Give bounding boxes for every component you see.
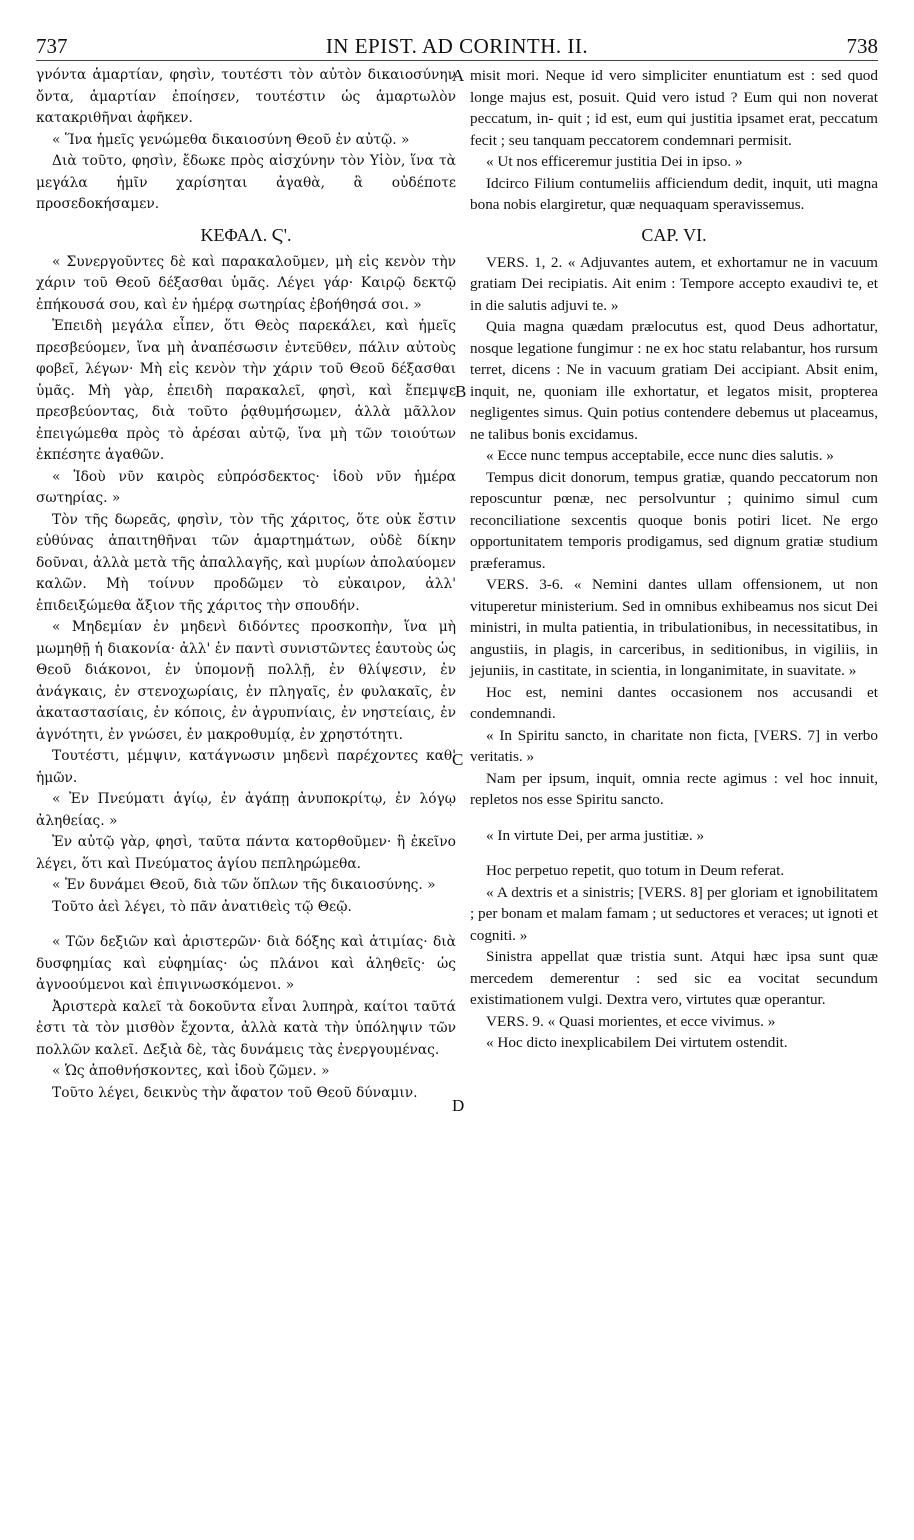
latin-paragraph: VERS. 9. « Quasi morientes, et ecce vivimus. » [486, 1012, 776, 1030]
latin-paragraph: Sinistra appellat quæ tristia sunt. Atqui hæc ipsa sunt quæ mercedem demerentur : sed sic ea vocitat secundum existimationem vulgi. Dextra vero, virtutes quæ operantur. [470, 948, 878, 1008]
greek-paragraph: « Ἵνα ἡμεῖς γενώμεθα δικαιοσύνη Θεοῦ ἐν αὐτῷ. » [52, 131, 410, 148]
spacer [36, 918, 456, 932]
latin-paragraph: « In virtute Dei, per arma justitiæ. » [486, 826, 705, 844]
greek-paragraph: Τουτέστι, μέμψιν, κατάγνωσιν μηδενὶ παρέχοντες καθ' ἡμῶν. [36, 748, 456, 786]
greek-paragraph: Ἐπειδὴ μεγάλα εἶπεν, ὅτι Θεὸς παρεκάλει, καὶ ἡμεῖς πρεσβεύομεν, ἵνα μὴ ἀναπέσωσιν ἐντεῦθεν, πάλιν αὐτοὺς φοβεῖ, λέγων· Μὴ εἰς κενὸν τὴν χάριν τοῦ Θεοῦ δέξασθαι ὑμᾶς. Μὴ γὰρ, ἐπειδὴ παρακαλεῖ, φησὶ, καὶ ἔπεμψε πρεσβεύοντας, διὰ τοῦτο ῥᾳθυμήσωμεν, ἀλλὰ μᾶλλον ἐπειγώμεθα πρὸς τὸ ἀρέσαι αὐτῷ, ἵνα μὴ τῶν τοιούτων ἐκπέσητε ἀγαθῶν. [36, 318, 456, 463]
greek-paragraph: Τοῦτο ἀεὶ λέγει, τὸ πᾶν ἀνατιθεὶς τῷ Θεῷ. [52, 898, 352, 915]
latin-paragraph: « Ecce nunc tempus acceptabile, ecce nunc dies salutis. » [486, 447, 834, 464]
running-title: IN EPIST. AD CORINTH. II. [325, 34, 589, 58]
margin-marker: B [455, 382, 467, 401]
latin-paragraph: « Ut nos efficeremur justitia Dei in ipso. » [486, 153, 743, 170]
latin-column [470, 65, 878, 1054]
greek-paragraph: « Τῶν δεξιῶν καὶ ἀριστερῶν· διὰ δόξης καὶ ἀτιμίας· διὰ δυσφημίας καὶ εὐφημίας· ὡς πλάνοι καὶ ἀληθεῖς· ὡς ἀγνοούμενοι καὶ ἐπιγινωσκόμενοι. » [36, 934, 456, 993]
greek-paragraph: Τοῦτο λέγει, δεικνὺς τὴν ἄφατον τοῦ Θεοῦ δύναμιν. [52, 1084, 418, 1101]
latin-paragraph: Tempus dicit donorum, tempus gratiæ, quando peccatorum non reposcuntur pœnæ, nec persolvuntur ; quinimo simul cum reconciliatione sexcentis quoque bonis potiri licet. Ne ergo opportunitatem temporis prodigamus, sed dignum gratiæ studium præferamus. [470, 468, 878, 572]
greek-chapter-heading: ΚΕΦΑΛ. Ϛ'. [200, 224, 292, 245]
greek-column [36, 65, 456, 1104]
latin-chapter-heading: CAP. VI. [641, 224, 707, 245]
greek-paragraph: « Συνεργοῦντες δὲ καὶ παρακαλοῦμεν, μὴ εἰς κενὸν τὴν χάριν τοῦ Θεοῦ δέξασθαι ὑμᾶς. Λέγει γάρ· Καιρῷ δεκτῷ ἐπήκουσά σου, καὶ ἐν ἡμέρᾳ σωτηρίας ἐβοήθησά σοι. » [36, 253, 456, 313]
margin-marker: C [452, 750, 464, 769]
latin-paragraph: « A dextris et a sinistris; [VERS. 8] per gloriam et ignobilitatem ; per bonam et malam famam ; ut seductores et veraces; ut ignoti et cogniti. » [470, 883, 878, 944]
greek-paragraph: « Ἐν δυνάμει Θεοῦ, διὰ τῶν ὅπλων τῆς δικαιοσύνης. » [52, 877, 436, 893]
page-number-left: 737 [36, 34, 68, 58]
latin-paragraph: VERS. 3-6. « Nemini dantes ullam offensionem, ut non vituperetur ministerium. Sed in omnibus exhibeamus nos sicut Dei ministri, in multa patientia, in tribulationibus, in necessitatibus, in angustiis, in plagis, in carceribus, in seditionibus, in vigiliis, in jejuniis, in castitate, in scientia, in longanimitate, in suavitate. » [470, 576, 878, 679]
margin-marker: D [452, 1096, 465, 1115]
greek-paragraph: Ἀριστερὰ καλεῖ τὰ δοκοῦντα εἶναι λυπηρὰ, καίτοι ταῦτά ἐστι τὰ τὸν μισθὸν ἔχοντα, ἀλλὰ κατὰ τὴν ὑπόληψιν τῶν πολλῶν καλεῖ. Δεξιὰ δὲ, τὰς δυνάμεις τὰς ἐνεργουμένας. [36, 998, 456, 1058]
latin-paragraph: « In Spiritu sancto, in charitate non ficta, [VERS. 7] in verbo veritatis. » [470, 726, 878, 765]
greek-paragraph: « Μηδεμίαν ἐν μηδενὶ διδόντες προσκοπὴν, ἵνα μὴ μωμηθῇ ἡ διακονία· ἀλλ' ἐν παντὶ συνιστῶντες ἑαυτοὺς ὡς Θεοῦ διάκονοι, ἐν ὑπομονῇ πολλῇ, ἐν θλίψεσιν, ἐν ἀνάγκαις, ἐν στενοχωρίαις, ἐν πληγαῖς, ἐν φυλακαῖς, ἐν ἀκαταστασίαις, ἐν κόποις, ἐν ἀγρυπνίαις, ἐν νηστείαις, ἐν ἁγνότητι, ἐν γνώσει, ἐν μακροθυμίᾳ, ἐν χρηστότητι. [36, 619, 456, 743]
greek-paragraph: « Ἐν Πνεύματι ἁγίῳ, ἐν ἀγάπῃ ἀνυποκρίτῳ, ἐν λόγῳ ἀληθείας. » [36, 791, 456, 829]
header-rule [36, 60, 878, 61]
page-number-right: 738 [846, 34, 878, 58]
latin-paragraph: Hoc perpetuo repetit, quo totum in Deum referat. [486, 862, 785, 879]
spacer [470, 846, 878, 860]
greek-paragraph: Τὸν τῆς δωρεᾶς, φησὶν, τὸν τῆς χάριτος, ὅτε οὐκ ἔστιν εὐθύνας ἀπαιτηθῆναι τῶν ἁμαρτημάτων, οὐδὲ δίκην δοῦναι, ἀλλὰ μετὰ τῆς ἀπαλλαγῆς, καὶ μυρίων ἀπολαύομεν καλῶν. Μὴ τοίνυν προδῶμεν τὸ εὐκαιρον, ἀλλ' ἐπιδειξώμεθα ἄξιον τῆς χάριτος τὴν σπουδήν. [36, 511, 456, 614]
greek-paragraph: Ἐν αὐτῷ γὰρ, φησὶ, ταῦτα πάντα κατορθοῦμεν· ἢ ἐκεῖνο λέγει, ὅτι καὶ Πνεύματος ἁγίου πεπληρώμεθα. [36, 834, 456, 872]
greek-paragraph: Διὰ τοῦτο, φησὶν, ἔδωκε πρὸς αἰσχύνην τὸν Υἱὸν, ἵνα τὰ μεγάλα ἡμῖν χαρίσηται ἀγαθὰ, ἃ οὐδέποτε προσεδοκήσαμεν. [36, 153, 456, 212]
latin-paragraph: Quia magna quædam prælocutus est, quod Deus adhortatur, nosque legatione fungimur : ne ex hoc statu relabantur, hos rursum terret, dicens : Ne in vacuum gratiam Dei accipiant. Absit enim, inquit, ne, quoniam ille exhortatur, et legatos misit, propterea negligentes simus. Quin potius contendere debemus ut placeamus, ne talibus bonis excidamus. [470, 318, 878, 443]
greek-paragraph: « Ἰδοὺ νῦν καιρὸς εὐπρόσδεκτος· ἰδοὺ νῦν ἡμέρα σωτηρίας. » [36, 468, 456, 506]
latin-paragraph: Hoc est, nemini dantes occasionem nos accusandi et condemnandi. [470, 683, 878, 722]
running-header [0, 34, 914, 58]
latin-paragraph: misit mori. Neque id vero simpliciter enuntiatum est : sed quod longe majus est, posuit. Quid vero istud ? Eum qui non noverat peccatum, in- quit ; id est, eum qui justitia ipsamet erat, peccatum fecit ; seu tanquam peccatorem condemnari permisit. [470, 67, 878, 149]
greek-paragraph: « Ὡς ἀποθνήσκοντες, καὶ ἰδοὺ ζῶμεν. » [52, 1063, 330, 1079]
spacer [470, 811, 878, 825]
greek-paragraph: γνόντα ἁμαρτίαν, φησὶν, τουτέστι τὸν αὐτὸν δικαιοσύνην ὄντα, ἁμαρτίαν ἐποίησεν, τουτέστιν ὡς ἁμαρτωλὸν κατακριθῆναι ἀφῆκεν. [36, 67, 456, 126]
latin-paragraph: VERS. 1, 2. « Adjuvantes autem, et exhortamur ne in vacuum gratiam Dei recipiatis. Ait enim : Tempore accepto exaudivi te, et in die salutis adjuvi te. » [470, 253, 878, 314]
latin-paragraph: Idcirco Filium contumeliis afficiendum dedit, inquit, uti magna bona nobis elargiretur, quæ nequaquam speravissemus. [470, 174, 878, 213]
latin-paragraph: « Hoc dicto inexplicabilem Dei virtutem ostendit. [486, 1034, 788, 1051]
latin-paragraph: Nam per ipsum, inquit, omnia recte agimus : vel hoc innuit, repletos nos esse Spiritu sancto. [470, 769, 878, 808]
margin-marker: A [452, 66, 465, 85]
